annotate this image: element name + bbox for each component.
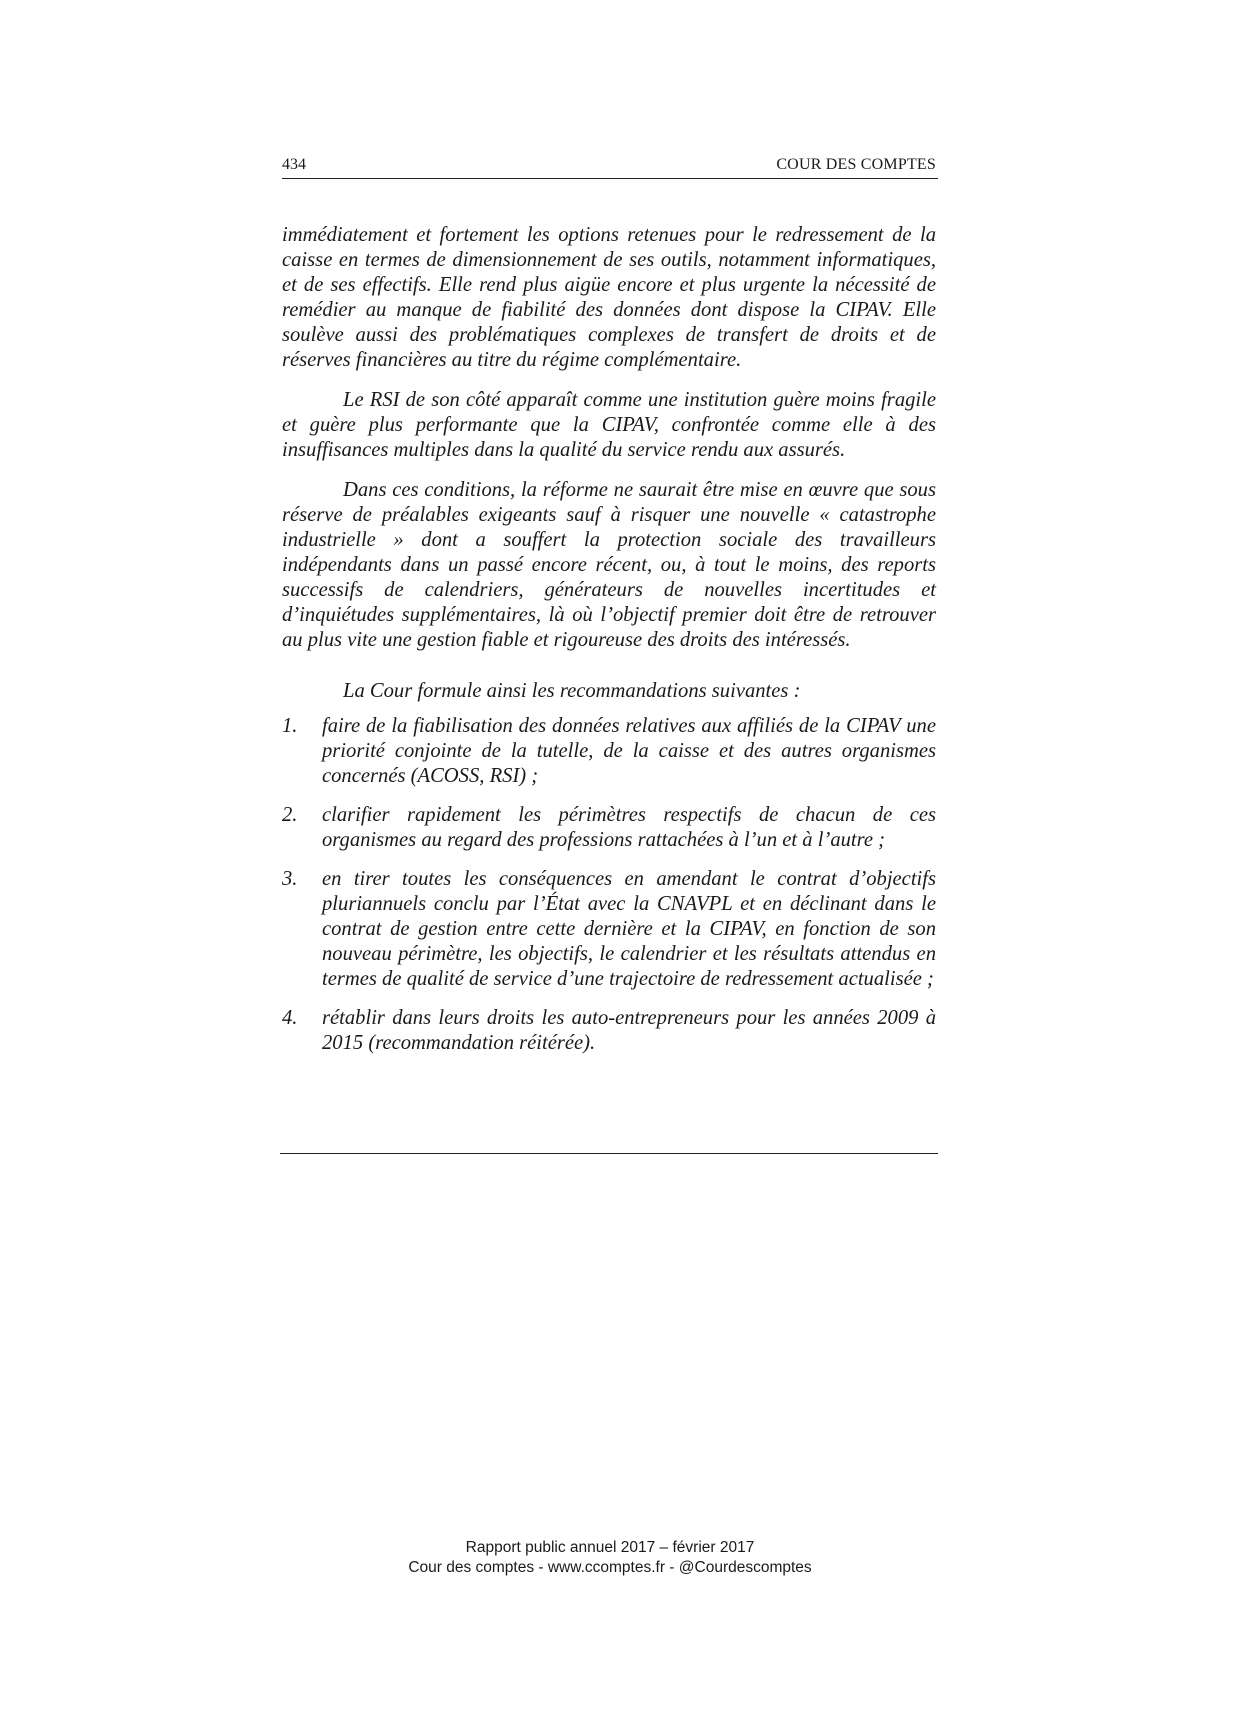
recommendations-list (282, 714, 936, 1056)
page-number: 434 (282, 156, 306, 173)
page-footer (282, 1538, 938, 1578)
recommendation-number: 4. (282, 1007, 298, 1029)
recommendation-item (282, 1006, 936, 1056)
page-header (282, 152, 938, 179)
recommendation-text: en tirer toutes les conséquences en amendant le contrat d’objectifs pluriannuels conclu par l’État avec la CNAVPL et en déclinant dans le contrat de gestion entre cette dernière et la CIPAV, en fonction de son nouveau périmètre, les objectifs, le calendrier et les résultats attendus en termes de qualité de service d’une trajectoire de redressement actualisée ; (322, 868, 936, 990)
recommendation-number: 1. (282, 715, 298, 737)
recommendation-item (282, 867, 936, 992)
recommendation-number: 3. (282, 868, 298, 890)
paragraph-conditions: Dans ces conditions, la réforme ne saurait être mise en œuvre que sous réserve de préalables exigeants sauf à risquer une nouvelle « catastrophe industrielle » dont a souffert la protection sociale des travailleurs indépendants dans un passé encore récent, ou, à tout le moins, des reports successifs de calendriers, générateurs de nouvelles incertitudes et d’inquiétudes supplémentaires, là où l’objectif premier doit être de retrouver au plus vite une gestion fiable et rigoureuse des droits des intéressés. (282, 479, 936, 651)
document-body (282, 223, 936, 1070)
running-title: COUR DES COMPTES (776, 156, 936, 173)
footer-publisher-line: Cour des comptes - www.ccomptes.fr - @Courdescomptes (408, 1559, 812, 1576)
recommendation-text: clarifier rapidement les périmètres respectifs de chacun de ces organismes au regard des professions rattachées à l’un et à l’autre ; (322, 804, 936, 851)
recommendations-intro: La Cour formule ainsi les recommandations suivantes : (343, 680, 801, 702)
paragraph-rsi: Le RSI de son côté apparaît comme une institution guère moins fragile et guère plus performante que la CIPAV, confrontée comme elle à des insuffisances multiples dans la qualité du service rendu aux assurés. (282, 389, 936, 461)
recommendation-text: faire de la fiabilisation des données relatives aux affiliés de la CIPAV une priorité conjointe de la tutelle, de la caisse et des autres organismes concernés (ACOSS, RSI) ; (322, 715, 936, 787)
recommendation-number: 2. (282, 804, 298, 826)
recommendation-text: rétablir dans leurs droits les auto-entrepreneurs pour les années 2009 à 2015 (recommandation réitérée). (322, 1007, 936, 1054)
footer-report-line: Rapport public annuel 2017 – février 2017 (465, 1539, 755, 1556)
section-divider (280, 1153, 938, 1154)
paragraph-continuation: immédiatement et fortement les options retenues pour le redressement de la caisse en termes de dimensionnement de ses outils, notamment informatiques, et de ses effectifs. Elle rend plus aigüe encore et plus urgente la nécessité de remédier au manque de fiabilité des données dont dispose la CIPAV. Elle soulève aussi des problématiques complexes de transfert de droits et de réserves financières au titre du régime complémentaire. (282, 224, 936, 371)
recommendation-item (282, 714, 936, 789)
recommendation-item (282, 803, 936, 853)
